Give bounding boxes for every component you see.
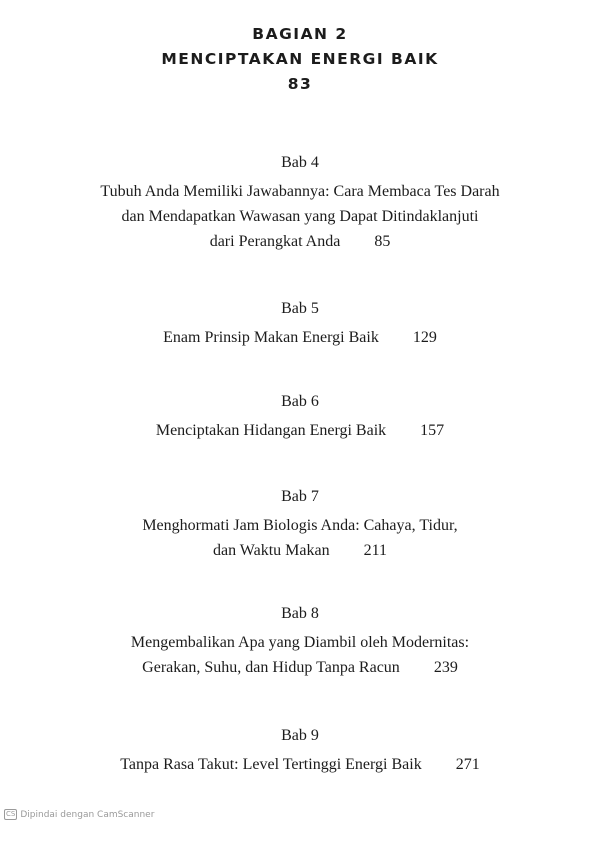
part-header xyxy=(0,22,600,97)
chapter-number: Bab 6 xyxy=(281,393,319,410)
part-page-number: 83 xyxy=(287,75,313,93)
chapter-title-text: dan Waktu Makan xyxy=(212,542,330,559)
chapter-title-line: Tubuh Anda Memiliki Jawabannya: Cara Membaca Tes Darah xyxy=(100,183,500,200)
chapter-title-line: dan Mendapatkan Wawasan yang Dapat Ditindaklanjuti xyxy=(121,208,479,225)
chapter-page-number: 129 xyxy=(412,329,437,346)
chapter-number: Bab 7 xyxy=(281,488,319,505)
chapter-title-text: Tanpa Rasa Takut: Level Tertinggi Energi Baik xyxy=(120,756,422,773)
watermark-text: Dipindai dengan CamScanner xyxy=(20,809,155,820)
chapter-title-text: Menciptakan Hidangan Energi Baik xyxy=(155,422,387,439)
chapter-title-line-last xyxy=(0,229,600,254)
chapter-page-number: 85 xyxy=(374,233,391,250)
chapter-page-number: 239 xyxy=(433,659,458,676)
chapter-number: Bab 4 xyxy=(281,154,319,171)
chapter-entry-9 xyxy=(0,723,600,777)
chapter-title-line-last xyxy=(0,325,600,350)
chapter-title-line: Menghormati Jam Biologis Anda: Cahaya, Tidur, xyxy=(142,517,458,534)
chapter-title-line: Mengembalikan Apa yang Diambil oleh Modernitas: xyxy=(130,634,470,651)
chapter-title-line-last xyxy=(0,538,600,563)
chapter-entry-5 xyxy=(0,296,600,350)
chapter-page-number: 157 xyxy=(420,422,445,439)
part-title: MENCIPTAKAN ENERGI BAIK xyxy=(161,50,439,68)
chapter-title-line-last xyxy=(0,752,600,777)
chapter-page-number: 211 xyxy=(363,542,387,559)
chapter-entry-7 xyxy=(0,484,600,563)
part-label: BAGIAN 2 xyxy=(252,25,348,43)
chapter-title-text: dari Perangkat Anda xyxy=(209,233,341,250)
chapter-entry-8 xyxy=(0,601,600,680)
chapter-title-line-last xyxy=(0,418,600,443)
chapter-page-number: 271 xyxy=(455,756,480,773)
chapter-title-text: Enam Prinsip Makan Energi Baik xyxy=(163,329,379,346)
scanner-watermark xyxy=(4,809,154,820)
chapter-entry-6 xyxy=(0,389,600,443)
chapter-entry-4 xyxy=(0,150,600,254)
chapter-number: Bab 9 xyxy=(281,727,319,744)
camscanner-icon: CS xyxy=(6,810,16,818)
chapter-number: Bab 8 xyxy=(281,605,319,622)
chapter-title-text: Gerakan, Suhu, dan Hidup Tanpa Racun xyxy=(142,659,400,676)
chapter-number: Bab 5 xyxy=(281,300,319,317)
chapter-title-line-last xyxy=(0,655,600,680)
